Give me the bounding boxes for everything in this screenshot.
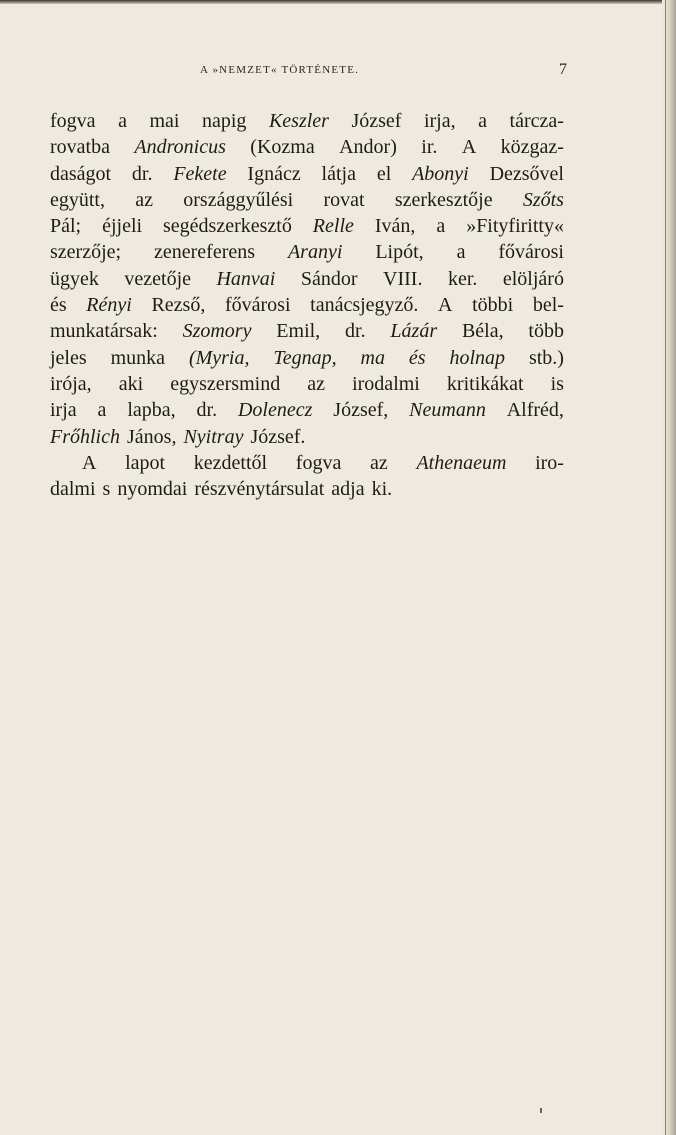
word: látja [321,162,356,185]
italic-word: ma [360,346,385,369]
word: lapba, [127,399,176,422]
word: adja [331,478,365,501]
word: fővárosi [498,241,564,264]
italic-word: Szomory [182,320,252,343]
text-line [50,371,564,397]
word: iro- [535,451,564,474]
italic-word: Hanvai [216,267,276,290]
word: szerkesztője [394,188,493,211]
word: szerzője; [50,241,122,264]
word: ker. [447,267,478,290]
word: Lipót, [375,241,424,264]
text-line [50,292,564,318]
word: Béla, [461,320,504,343]
word: tanácsjegyző. [310,294,419,317]
word: dalmi [50,478,96,501]
running-head: A »NEMZET« TÖRTÉNETE. [200,64,360,76]
print-speck [540,1108,542,1113]
page-top-edge [0,0,676,4]
italic-word: Rényi [86,294,132,317]
italic-word: Keszler [268,110,329,132]
italic-word: Fekete [173,162,227,185]
word: Alfréd, [506,399,564,422]
word: vezetője [124,267,191,290]
word: irodalmi [352,372,420,395]
word: segédszerkesztő [163,215,292,238]
italic-word: Relle [312,215,354,238]
word: munkatársak: [50,320,158,343]
word: nyomdai [117,478,188,501]
italic-word: Nyitray [183,425,244,448]
word: Pál; [50,215,82,238]
word: A [461,136,477,159]
word: irja, [423,110,456,132]
word: József [351,110,402,132]
word: rovat [323,188,365,211]
word: az [370,451,388,474]
italic-word: (Myria, [188,346,250,369]
text-line [50,397,564,423]
word: fogva [50,110,96,132]
text-line [50,476,564,502]
italic-word: Lázár [390,320,438,343]
word: kritikákat [446,372,524,395]
word: lapot [125,451,166,474]
italic-word: Dolenecz [237,399,313,422]
italic-word: és [408,346,426,369]
body-text [50,108,564,502]
word: dr. [131,162,153,185]
word: (Kozma [250,136,315,159]
italic-word: Szőts [522,188,564,211]
text-line [50,134,564,160]
word: Ignácz [247,162,301,185]
word: közgaz- [500,136,564,159]
word: egyszersmind [170,372,281,395]
text-line [50,108,564,134]
word: daságot [50,162,112,185]
word: fővárosi [224,294,291,317]
text-line [50,161,564,187]
word: ki. [371,478,393,501]
word: tárcza- [509,110,564,132]
word: munka [110,346,166,369]
word: mai [149,110,180,132]
word: el [376,162,392,185]
word: János, [127,425,177,448]
text-line [50,450,564,476]
word: az [135,188,154,211]
page-gutter-line [665,0,666,1135]
word: »Fityfiritty« [466,215,564,238]
word: irja [50,399,77,422]
word: Dezsővel [489,162,564,185]
text-line [50,345,564,371]
word: fogva [295,451,342,474]
word: dr. [345,320,366,343]
word: rovatba [50,136,110,159]
word: a [436,215,446,238]
word: bel- [532,294,564,317]
text-line [50,424,564,450]
italic-word: Neumann [409,399,486,422]
word: Sándor [300,267,358,290]
word: is [550,372,564,395]
word: napig [201,110,247,132]
word: stb.) [528,346,564,369]
word: a [456,241,466,264]
word: részvénytársulat [194,478,325,501]
word: többi [472,294,514,317]
text-line [50,318,564,344]
word: több [528,320,564,343]
italic-word: Tegnap, [273,346,337,369]
word: Emil, [276,320,321,343]
word: Andor) [339,136,397,159]
word: irója, [50,372,92,395]
word: ügyek [50,267,99,290]
word: VIII. [383,267,423,290]
word: elöljáró [502,267,564,290]
text-line [50,213,564,239]
word: zenereferens [154,241,256,264]
word: a [118,110,127,132]
italic-word: Abonyi [412,162,469,185]
word: együtt, [50,188,105,211]
word: a [97,399,107,422]
italic-word: Frőhlich [50,425,120,448]
word: A [82,451,97,474]
word: ir. [421,136,438,159]
italic-word: Aranyi [287,241,343,264]
word: kezdettől [193,451,268,474]
word: aki [118,372,144,395]
text-line [50,239,564,265]
word: s [102,478,111,501]
word: József, [333,399,389,422]
word: a [478,110,488,132]
word: jeles [50,346,87,369]
text-line [50,266,564,292]
word: az [307,372,326,395]
word: dr. [196,399,218,422]
text-line [50,187,564,213]
word: Rezső, [151,294,206,317]
italic-word: holnap [449,346,506,369]
word: országgyűlési [183,188,294,211]
page-number: 7 [559,61,567,78]
word: Iván, [374,215,416,238]
italic-word: Andronicus [134,136,226,159]
italic-word: Athenaeum [416,451,507,474]
word: József. [250,425,306,448]
word: éjjeli [102,215,143,238]
word: A [438,294,453,317]
word: és [50,294,67,317]
